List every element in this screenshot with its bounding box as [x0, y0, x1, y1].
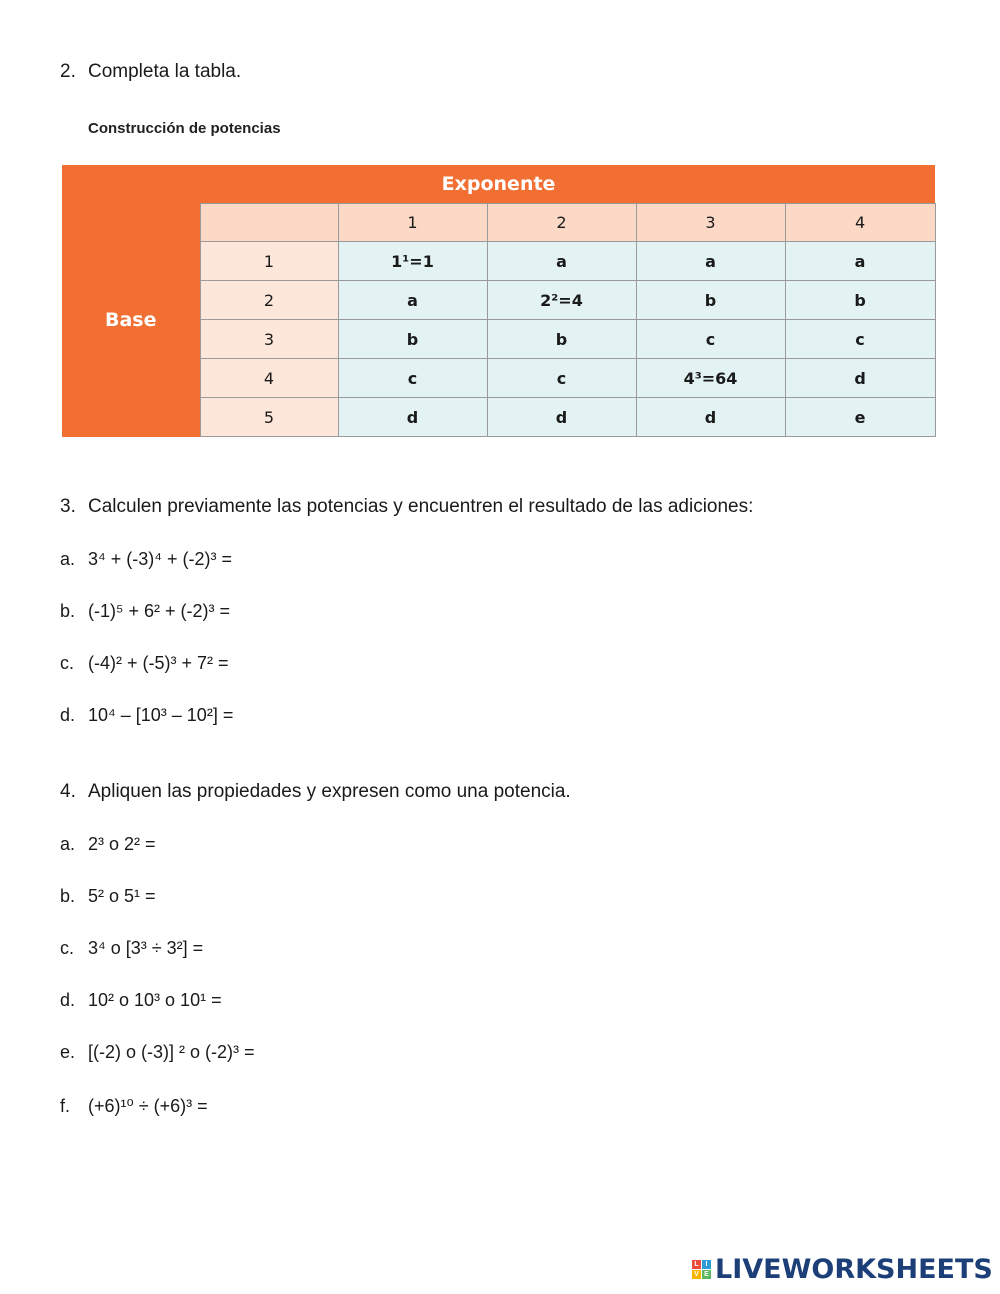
table-cell: b	[785, 281, 935, 320]
logo-icon-tile: V	[692, 1270, 701, 1279]
col-head: 1	[338, 204, 487, 242]
table-cell: c	[487, 359, 636, 398]
table-cell: a	[785, 242, 935, 281]
liveworksheets-logo[interactable]	[692, 1254, 993, 1284]
q4-number: 4.	[60, 781, 76, 802]
row-head: 1	[200, 242, 338, 281]
expression: 10² o 10³ o 10¹ =	[88, 990, 222, 1010]
row-head: 5	[200, 398, 338, 437]
expression: [(-2) o (-3)] ² o (-2)³ =	[88, 1042, 255, 1062]
table-cell: e	[785, 398, 935, 437]
q3-number: 3.	[60, 496, 76, 517]
table-cell: 4³=64	[636, 359, 785, 398]
q4-item: e. [(-2) o (-3)] ² o (-2)³ =	[60, 1042, 255, 1062]
q2-title: Completa la tabla.	[88, 61, 242, 82]
row-head: 2	[200, 281, 338, 320]
table-cell: c	[338, 359, 487, 398]
col-head: 3	[636, 204, 785, 242]
expression: 10⁴ – [10³ – 10²] =	[88, 705, 234, 725]
table-cell: b	[487, 320, 636, 359]
logo-text: LIVEWORKSHEETS	[715, 1253, 993, 1285]
row-head: 3	[200, 320, 338, 359]
q3-item: c. (-4)² + (-5)³ + 7² =	[60, 653, 229, 673]
expression: 3⁴ o [3³ ÷ 3²] =	[88, 938, 204, 958]
table-subtitle: Construcción de potencias	[88, 120, 281, 137]
q2-heading	[60, 61, 241, 83]
table-cell: 2²=4	[487, 281, 636, 320]
expression: (-4)² + (-5)³ + 7² =	[88, 653, 229, 673]
table-cell: c	[785, 320, 935, 359]
q3-item: a. 3⁴ + (-3)⁴ + (-2)³ =	[60, 549, 232, 569]
table-cell: d	[636, 398, 785, 437]
q4-item: c. 3⁴ o [3³ ÷ 3²] =	[60, 938, 204, 958]
logo-icon-tile: E	[702, 1270, 711, 1279]
q4-item: f. (+6)¹⁰ ÷ (+6)³ =	[60, 1096, 208, 1116]
table-cell: a	[487, 242, 636, 281]
table-cell: b	[338, 320, 487, 359]
table-cell: d	[338, 398, 487, 437]
q3-title: Calculen previamente las potencias y encuentren el resultado de las adiciones:	[88, 496, 754, 517]
col-head: 2	[487, 204, 636, 242]
logo-icon	[692, 1260, 711, 1279]
expression: (-1)⁵ + 6² + (-2)³ =	[88, 601, 230, 621]
powers-table	[62, 165, 936, 437]
col-head: 4	[785, 204, 935, 242]
q4-item: b. 5² o 5¹ =	[60, 886, 156, 906]
q4-item: a. 2³ o 2² =	[60, 834, 156, 854]
q4-item: d. 10² o 10³ o 10¹ =	[60, 990, 222, 1010]
corner-cell	[200, 204, 338, 242]
q2-number: 2.	[60, 61, 76, 82]
exponent-header: Exponente	[62, 165, 935, 204]
table-cell: b	[636, 281, 785, 320]
q3-item: b. (-1)⁵ + 6² + (-2)³ =	[60, 601, 230, 621]
logo-icon-tile: I	[702, 1260, 711, 1269]
q3-heading	[60, 496, 753, 518]
table-cell: c	[636, 320, 785, 359]
table-cell: a	[338, 281, 487, 320]
row-head: 4	[200, 359, 338, 398]
table-cell: d	[487, 398, 636, 437]
q4-title: Apliquen las propiedades y expresen como una potencia.	[88, 781, 571, 802]
expression: 2³ o 2² =	[88, 834, 156, 854]
q4-heading	[60, 781, 571, 803]
table-cell: a	[636, 242, 785, 281]
table-cell: 1¹=1	[338, 242, 487, 281]
expression: 3⁴ + (-3)⁴ + (-2)³ =	[88, 549, 232, 569]
logo-icon-tile: L	[692, 1260, 701, 1269]
expression: (+6)¹⁰ ÷ (+6)³ =	[88, 1096, 208, 1116]
q3-item: d. 10⁴ – [10³ – 10²] =	[60, 705, 234, 725]
table-cell: d	[785, 359, 935, 398]
base-header: Base	[62, 204, 200, 437]
expression: 5² o 5¹ =	[88, 886, 156, 906]
